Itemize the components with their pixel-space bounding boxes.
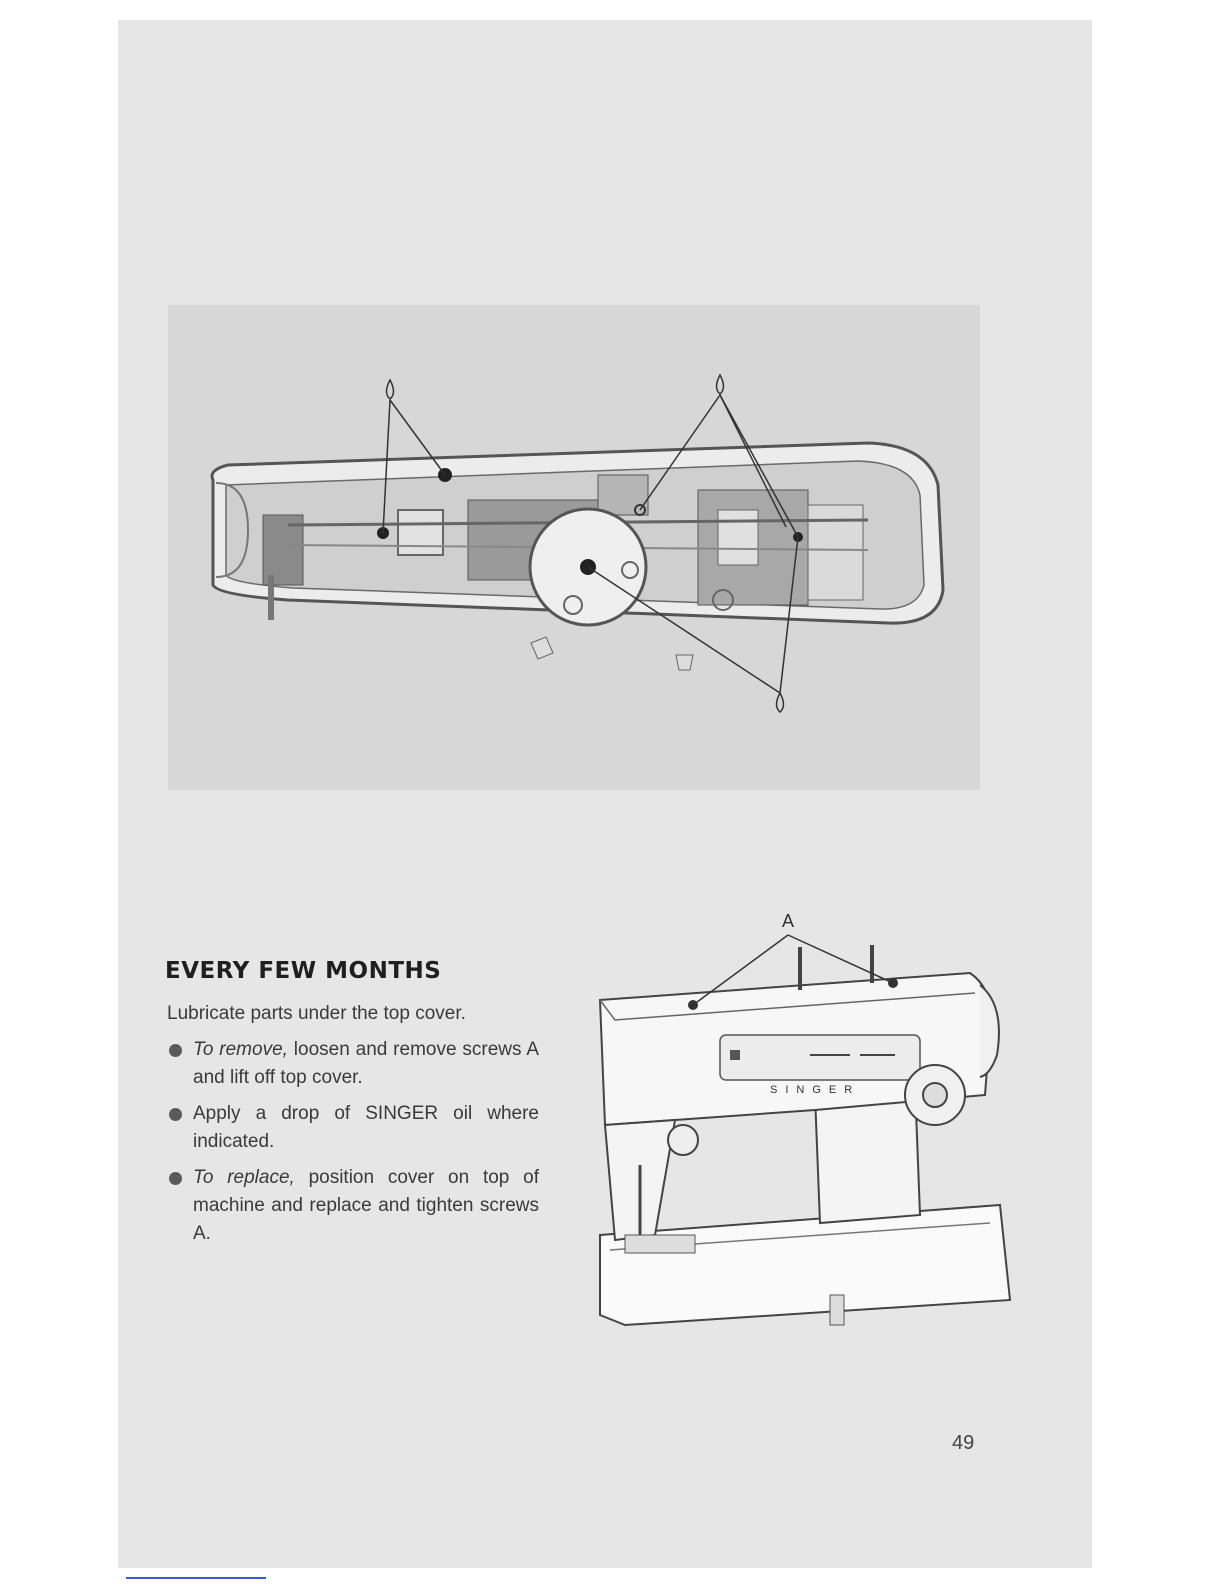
page-number: 49 [952, 1432, 975, 1454]
bullet-icon [169, 1108, 182, 1121]
step-text: position cover on top of machine and replace and tighten screws A. [193, 1167, 539, 1244]
oil-drop-icon [387, 380, 394, 399]
intro-text: Lubricate parts under the top cover. [167, 1003, 466, 1024]
bullet-icon [169, 1044, 182, 1057]
step-lead: To replace, [193, 1167, 295, 1188]
step-remove [167, 1036, 539, 1092]
machine-interior-figure [168, 305, 980, 790]
oil-drop-icon [717, 375, 724, 394]
machine-interior-drawing [168, 305, 980, 790]
machine-brand-label: SINGER [770, 1084, 861, 1096]
sewing-machine-figure [585, 905, 1025, 1360]
steps-list [167, 1036, 539, 1256]
step-text: loosen and remove screws A and lift off top cover. [193, 1039, 539, 1088]
footer-rule [126, 1577, 266, 1579]
step-lead: To remove, [193, 1039, 288, 1060]
bullet-icon [169, 1172, 182, 1185]
sewing-machine-drawing [585, 905, 1025, 1360]
oil-drop-icon [777, 693, 784, 712]
screw-callout-label: A [782, 911, 795, 931]
section-title: EVERY FEW MONTHS [165, 958, 442, 984]
step-text: Apply a drop of SINGER oil where indicated. [193, 1103, 539, 1152]
step-apply-oil [167, 1100, 539, 1156]
step-replace [167, 1164, 539, 1248]
